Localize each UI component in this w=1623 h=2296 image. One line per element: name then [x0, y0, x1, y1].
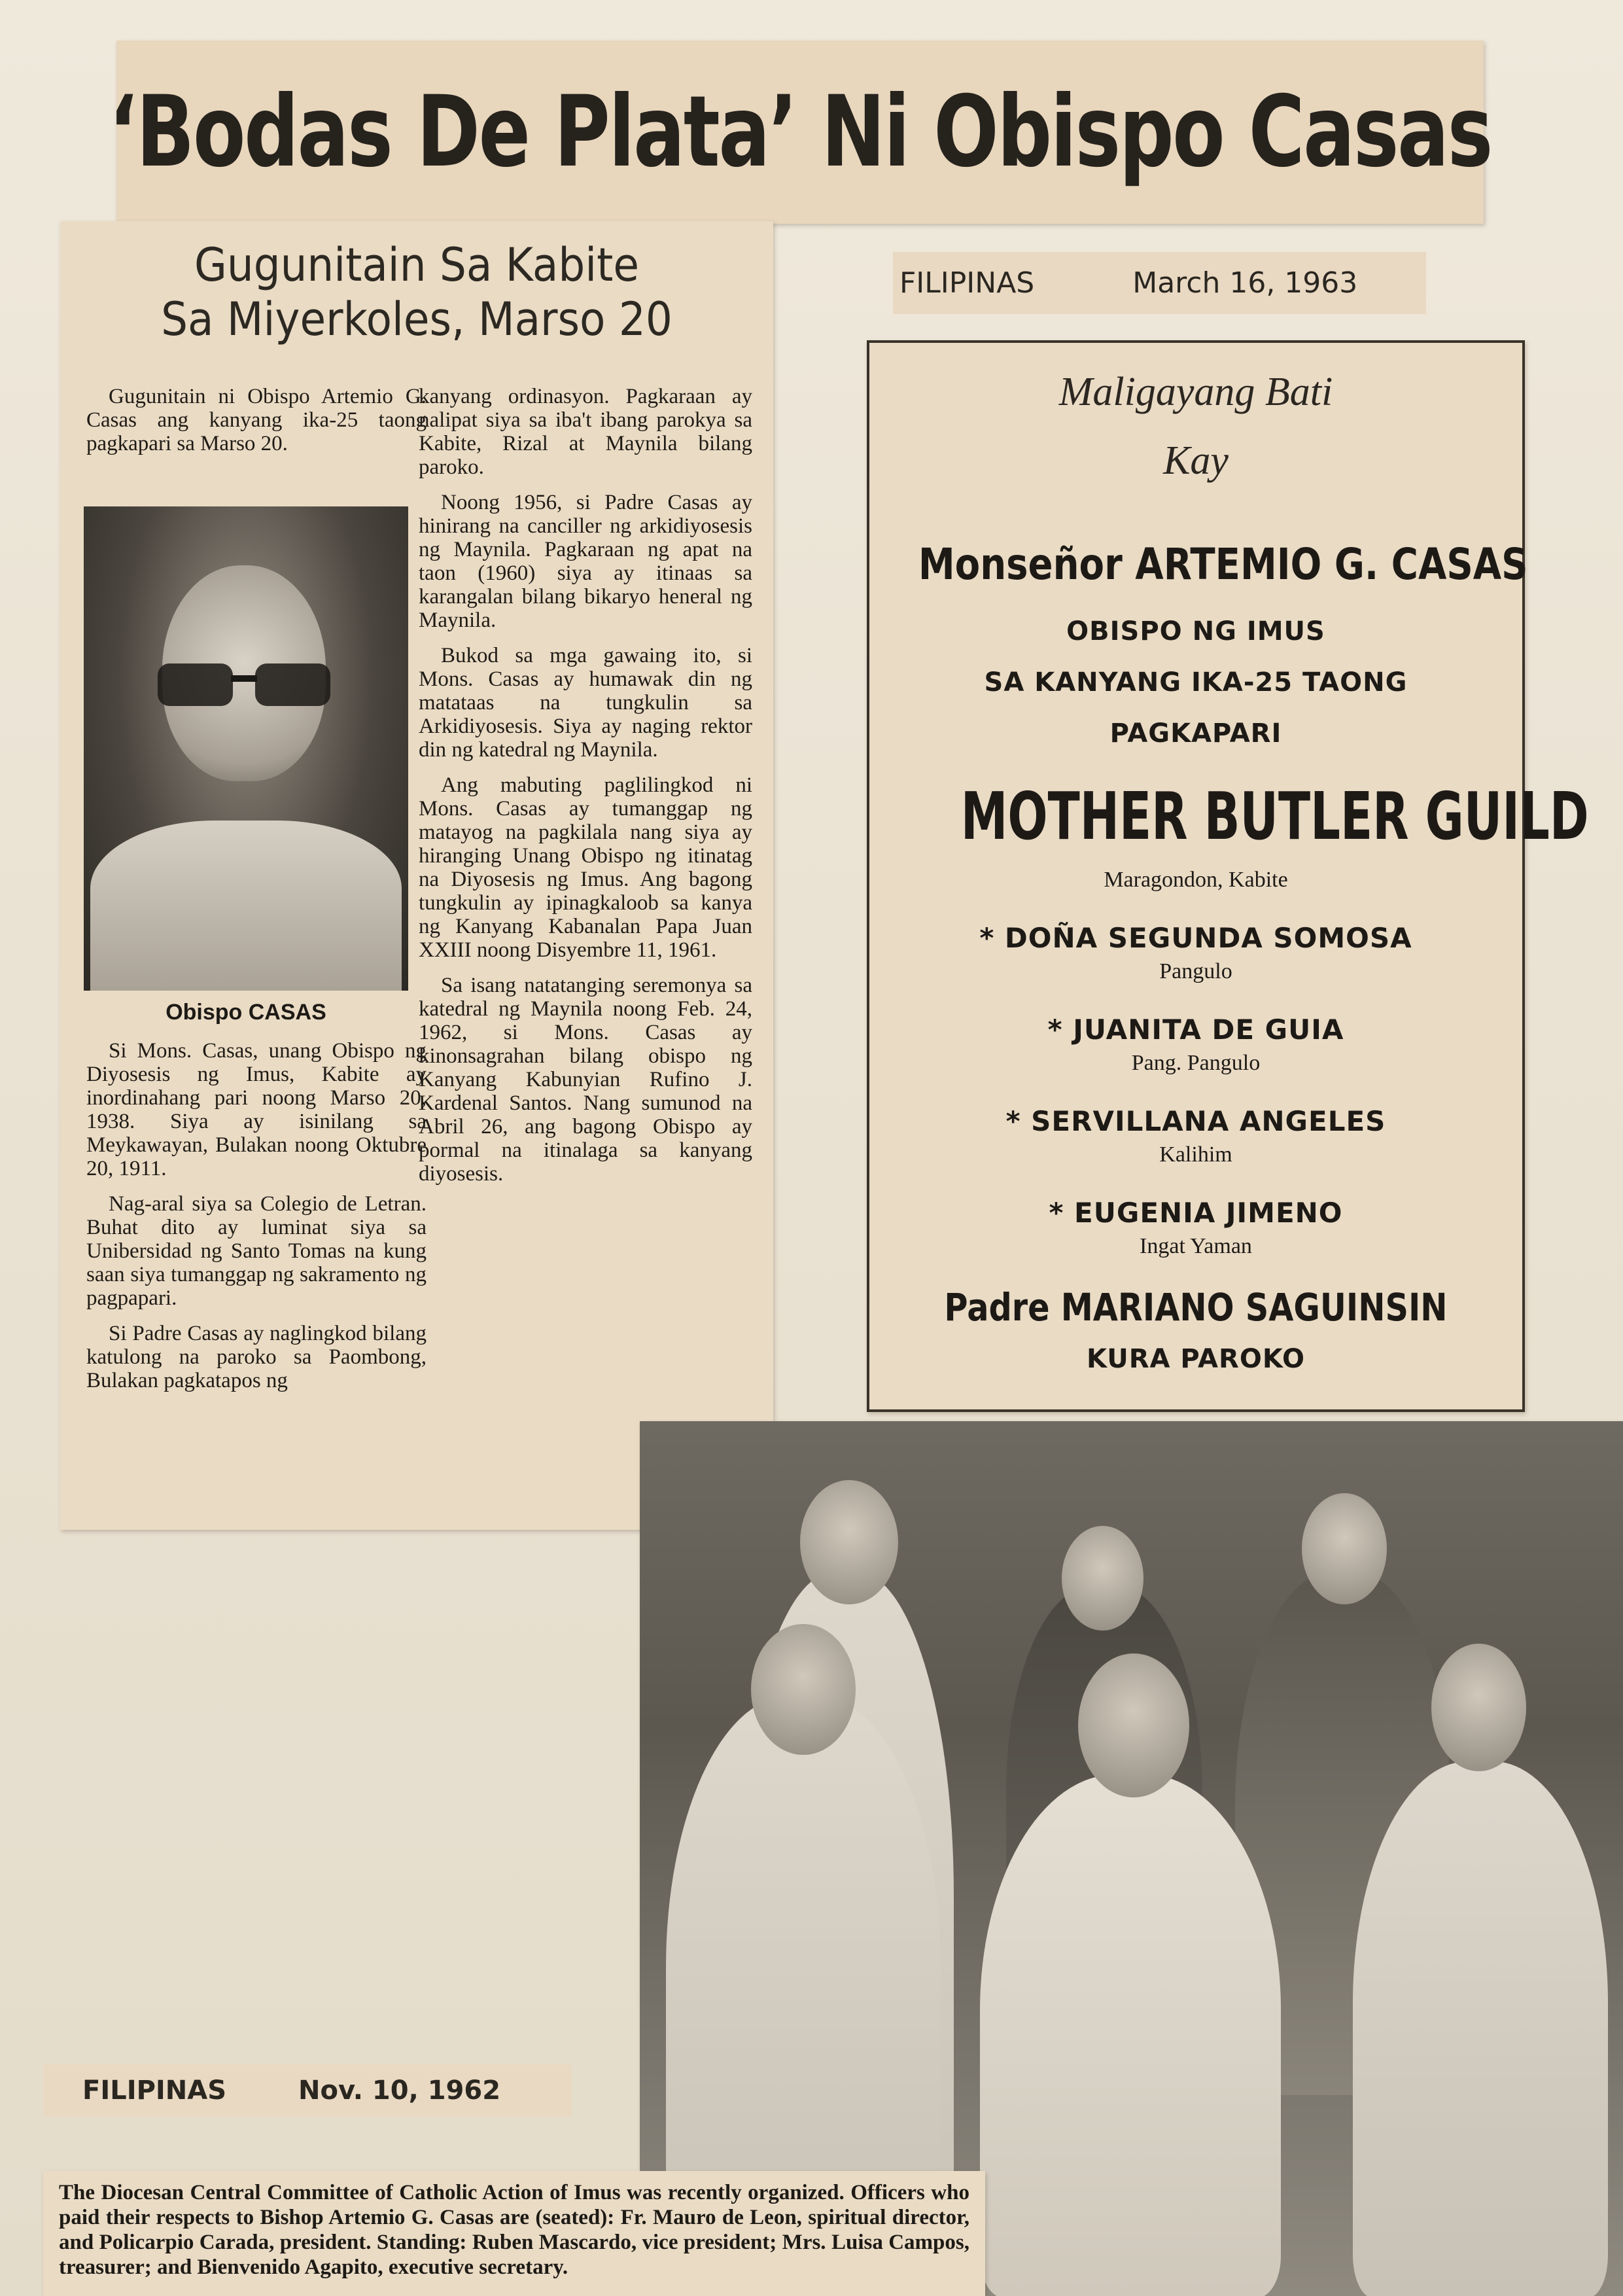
- figure-head: [1431, 1644, 1526, 1771]
- portrait-caption: Obispo CASAS: [166, 1000, 326, 1025]
- date-tag-bottom: [43, 2064, 572, 2117]
- caption-text: The Diocesan Central Committee of Catholic Action of Imus was recently organized. Officers who paid their respects to Bishop Artemio G. Casas are (seated): Fr. Mauro de Leon, spiritual director, and Policarpio Carada, president. Standing: Ruben Mascardo, vice president; Mrs. Luisa Campos, treasurer; and Bienvenido Agapito, executive secretary.: [59, 2181, 969, 2279]
- paragraph: Bukod sa mga gawaing ito, si Mons. Casas ay humawak din ng matataas na tungkulin sa Arkidiyosesis. Siya ay naging rektor din ng katedral ng Maynila.: [419, 644, 752, 762]
- officer-name: * SERVILLANA ANGELES: [1005, 1105, 1386, 1137]
- seated-bishop-figure: [980, 1775, 1281, 2296]
- paragraph: Si Mons. Casas, unang Obispo ng Diyosesis ng Imus, Kabite ay inordinahang pari noong Marso 20, 1938. Siya ay isinilang sa Meykawayan, Bulakan noong Oktubre 20, 1911.: [86, 1039, 427, 1180]
- group-photo-caption: [43, 2171, 985, 2296]
- ad-organization: MOTHER BUTLER GUILD: [960, 778, 1589, 855]
- subhead-line-1: Gugunitain Sa Kabite: [194, 238, 640, 292]
- ad-greeting: Maligayang Bati: [1058, 370, 1333, 414]
- headline-text: ‘Bodas De Plata’ Ni Obispo Casas: [109, 75, 1492, 189]
- figure-head: [800, 1480, 898, 1604]
- portrait-glasses: [146, 657, 342, 713]
- ad-priest-role: KURA PAROKO: [1086, 1344, 1306, 1374]
- paragraph: kanyang ordinasyon. Pagkaraan ay nalipat siya sa iba't ibang parokya sa Kabite, Rizal at Maynila bilang paroko.: [419, 385, 752, 479]
- paragraph: Ang mabuting paglilingkod ni Mons. Casas ay tumanggap ng matayog na pagkilala nang siya ay hiranging Unang Obispo ng itinatag na Diyosesis ng Imus. Ang bagong tungkulin ay ipinagkaloob sa kanya ng Kanyang Kabanalan Papa Juan XXIII noong Disyembre 11, 1961.: [419, 773, 752, 962]
- ad-title-3: PAGKAPARI: [1109, 718, 1282, 749]
- ad-title-1: OBISPO NG IMUS: [1066, 616, 1325, 646]
- officer-name: * JUANITA DE GUIA: [1047, 1014, 1344, 1046]
- greeting-ad: [867, 340, 1589, 1412]
- ad-place: Maragondon, Kabite: [1104, 868, 1288, 892]
- ad-title-2: SA KANYANG IKA-25 TAONG: [984, 667, 1408, 698]
- lead-paragraph: Gugunitain ni Obispo Artemio G. Casas ang kanyang ika-25 taong pagkapari sa Marso 20.: [86, 385, 427, 455]
- article-subhead: [89, 238, 745, 346]
- article-column-a: [86, 1039, 427, 1404]
- figure-head: [1078, 1653, 1189, 1797]
- newspaper-name: FILIPINAS: [82, 2075, 227, 2106]
- paragraph: Sa isang natatanging seremonya sa katedral ng Maynila noong Feb. 24, 1962, si Mons. Casas ay kinonsagrahan bilang obispo ng Kanyang Kabunyian Rufino J. Kardenal Santos. Nang sumunod na Abril 26, ang bagong Obispo ay pormal na itinalaga sa kanyang diyosesis.: [419, 974, 752, 1186]
- newspaper-name: FILIPINAS: [899, 266, 1035, 300]
- ad-priest: Padre MARIANO SAGUINSIN: [944, 1285, 1448, 1330]
- ad-greeting-kay: Kay: [1163, 438, 1229, 483]
- officer-role: Pang. Pangulo: [1131, 1051, 1261, 1075]
- article-clipping: [60, 221, 773, 1530]
- figure-head: [751, 1624, 856, 1755]
- officer-role: Ingat Yaman: [1140, 1234, 1252, 1258]
- article-column-b: [419, 385, 752, 1197]
- publication-date: March 16, 1963: [1132, 266, 1358, 300]
- officer-name: * DOÑA SEGUNDA SOMOSA: [979, 922, 1412, 954]
- officer-role: Pangulo: [1159, 959, 1232, 983]
- officer-role: Kalihim: [1159, 1142, 1232, 1167]
- paragraph: Nag-aral siya sa Colegio de Letran. Buhat dito ay luminat siya sa Unibersidad ng Santo Tomas na kung saan siya tumanggap ng sakramento ng pagpapari.: [86, 1192, 427, 1310]
- portrait-robe: [90, 821, 402, 991]
- headline-clipping: [109, 41, 1492, 224]
- group-photo: [640, 1421, 1623, 2296]
- subhead-line-2: Sa Miyerkoles, Marso 20: [161, 292, 672, 346]
- officer-name: * EUGENIA JIMENO: [1049, 1197, 1343, 1229]
- figure-head: [1062, 1526, 1143, 1631]
- figure-head: [1302, 1493, 1387, 1604]
- paragraph: Si Padre Casas ay naglingkod bilang katulong na paroko sa Paombong, Bulakan pagkatapos ng: [86, 1322, 427, 1392]
- article-lead: [86, 385, 427, 467]
- bishop-portrait-photo: [84, 506, 408, 991]
- publication-date: Nov. 10, 1962: [298, 2075, 501, 2106]
- ad-honoree: Monseñor ARTEMIO G. CASAS: [918, 539, 1528, 590]
- paragraph: Noong 1956, si Padre Casas ay hinirang na canciller ng arkidiyosesis ng Maynila. Pagkaraan ng apat na taon (1960) siya ay itinaas sa karangalan bilang bikaryo heneral ng Maynila.: [419, 491, 752, 632]
- date-tag-top: [893, 252, 1426, 314]
- seated-figure: [1353, 1761, 1608, 2296]
